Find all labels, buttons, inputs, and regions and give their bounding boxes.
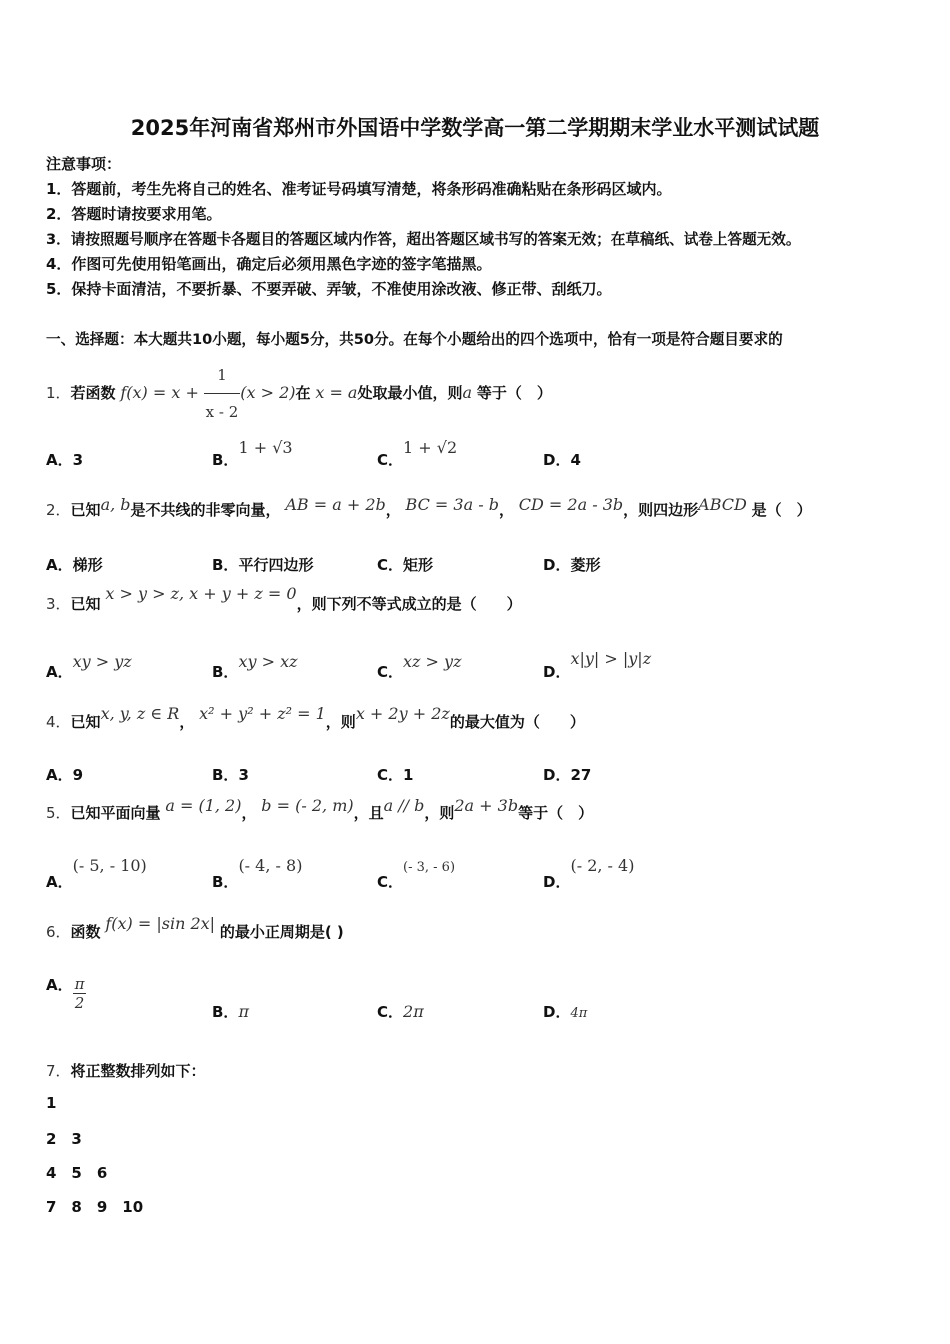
option-d[interactable]: D．x|y| > |y|z (543, 649, 652, 681)
question-5: 5．已知平面向量 a = (1, 2)， b = (- 2, m)，且a // b，则2a + 3b等于（ ） (46, 796, 594, 822)
option-d[interactable]: D．菱形 (543, 556, 601, 574)
number-row-1: 1 (46, 1094, 57, 1112)
option-b[interactable]: B．3 (212, 766, 249, 784)
question-number: 2． (46, 501, 71, 519)
question-4: 4．已知x, y, z ∈ R， x² + y² + z² = 1，则x + 2y + 2z的最大值为（ ） (46, 704, 585, 731)
number-row-4: 7 8 9 10 (46, 1198, 144, 1216)
option-c[interactable]: C．矩形 (377, 556, 434, 574)
option-a[interactable]: A．(- 5, - 10) (46, 856, 147, 891)
number-row-3: 4 5 6 (46, 1164, 108, 1182)
option-d[interactable]: D．(- 2, - 4) (543, 856, 635, 891)
fraction: $\frac{\pi}{2}$ (74, 975, 85, 1012)
question-number: 7． (46, 1062, 71, 1080)
option-c[interactable]: C．2π (377, 1002, 424, 1021)
section-heading: 一、选择题：本大题共10小题，每小题5分，共50分。在每个小题给出的四个选项中，恰有一项是符合题目要求的 (46, 331, 783, 348)
notice-item-5: 5．保持卡面清洁，不要折暴、不要弄破、弄皱，不准使用涂改液、修正带、刮纸刀。 (46, 280, 612, 298)
option-c[interactable]: C．1 (377, 766, 414, 784)
question-6: 6．函数 f(x) = |sin 2x| 的最小正周期是( ) (46, 914, 344, 941)
option-c[interactable]: C．(- 3, - 6) (377, 860, 456, 891)
notice-item-1: 1．答题前，考生先将自己的姓名、准考证号码填写清楚，将条形码准确粘贴在条形码区域内。 (46, 180, 672, 198)
option-a[interactable]: A．梯形 (46, 556, 103, 574)
option-b[interactable]: B．1 + √3 (212, 438, 293, 469)
option-c[interactable]: C．1 + √2 (377, 438, 458, 469)
question-number: 1． (46, 384, 71, 402)
option-b[interactable]: B．π (212, 1002, 249, 1021)
question-2: 2．已知a, b是不共线的非零向量， AB = a + 2b， BC = 3a - b， CD = 2a - 3b，则四边形ABCD 是（ ） (46, 495, 812, 519)
question-3: 3．已知 x > y > z, x + y + z = 0，则下列不等式成立的是（ ） (46, 584, 522, 613)
option-a[interactable]: A．xy > yz (46, 652, 132, 681)
option-a[interactable]: A． $\frac{\pi}{2}$ (46, 975, 85, 1012)
option-a[interactable]: A．3 (46, 451, 84, 469)
option-d[interactable]: D．27 (543, 766, 592, 784)
option-d[interactable]: D．4π (543, 1003, 588, 1021)
option-c[interactable]: C．xz > yz (377, 652, 462, 681)
option-d[interactable]: D．4 (543, 451, 581, 469)
question-number: 5． (46, 804, 71, 822)
question-7: 7．将正整数排列如下： (46, 1062, 206, 1080)
question-1: 1．若函数 f(x) = x + $\frac{1}{x - 2}$ (x > 2)在 x = a处取最小值，则a 等于（ ） (46, 357, 552, 430)
notice-heading: 注意事项： (46, 155, 122, 173)
option-b[interactable]: B．xy > xz (212, 652, 298, 681)
formula: f(x) = x + (120, 383, 199, 402)
notice-item-2: 2．答题时请按要求用笔。 (46, 205, 222, 223)
number-row-2: 2 3 (46, 1130, 82, 1148)
question-number: 3． (46, 595, 71, 613)
option-b[interactable]: B．平行四边形 (212, 556, 314, 574)
notice-item-4: 4．作图可先使用铅笔画出，确定后必须用黑色字迹的签字笔描黑。 (46, 255, 492, 273)
option-a[interactable]: A．9 (46, 766, 84, 784)
page-title: 2025年河南省郑州市外国语中学数学高一第二学期期末学业水平测试试题 (130, 116, 820, 140)
notice-item-3: 3．请按照题号顺序在答题卡各题目的答题区域内作答，超出答题区域书写的答案无效；在草稿纸、试卷上答题无效。 (46, 231, 801, 248)
option-b[interactable]: B．(- 4, - 8) (212, 856, 303, 891)
question-number: 6． (46, 923, 71, 941)
question-number: 4． (46, 713, 71, 731)
fraction: $\frac{1}{x - 2}$ (204, 357, 241, 430)
